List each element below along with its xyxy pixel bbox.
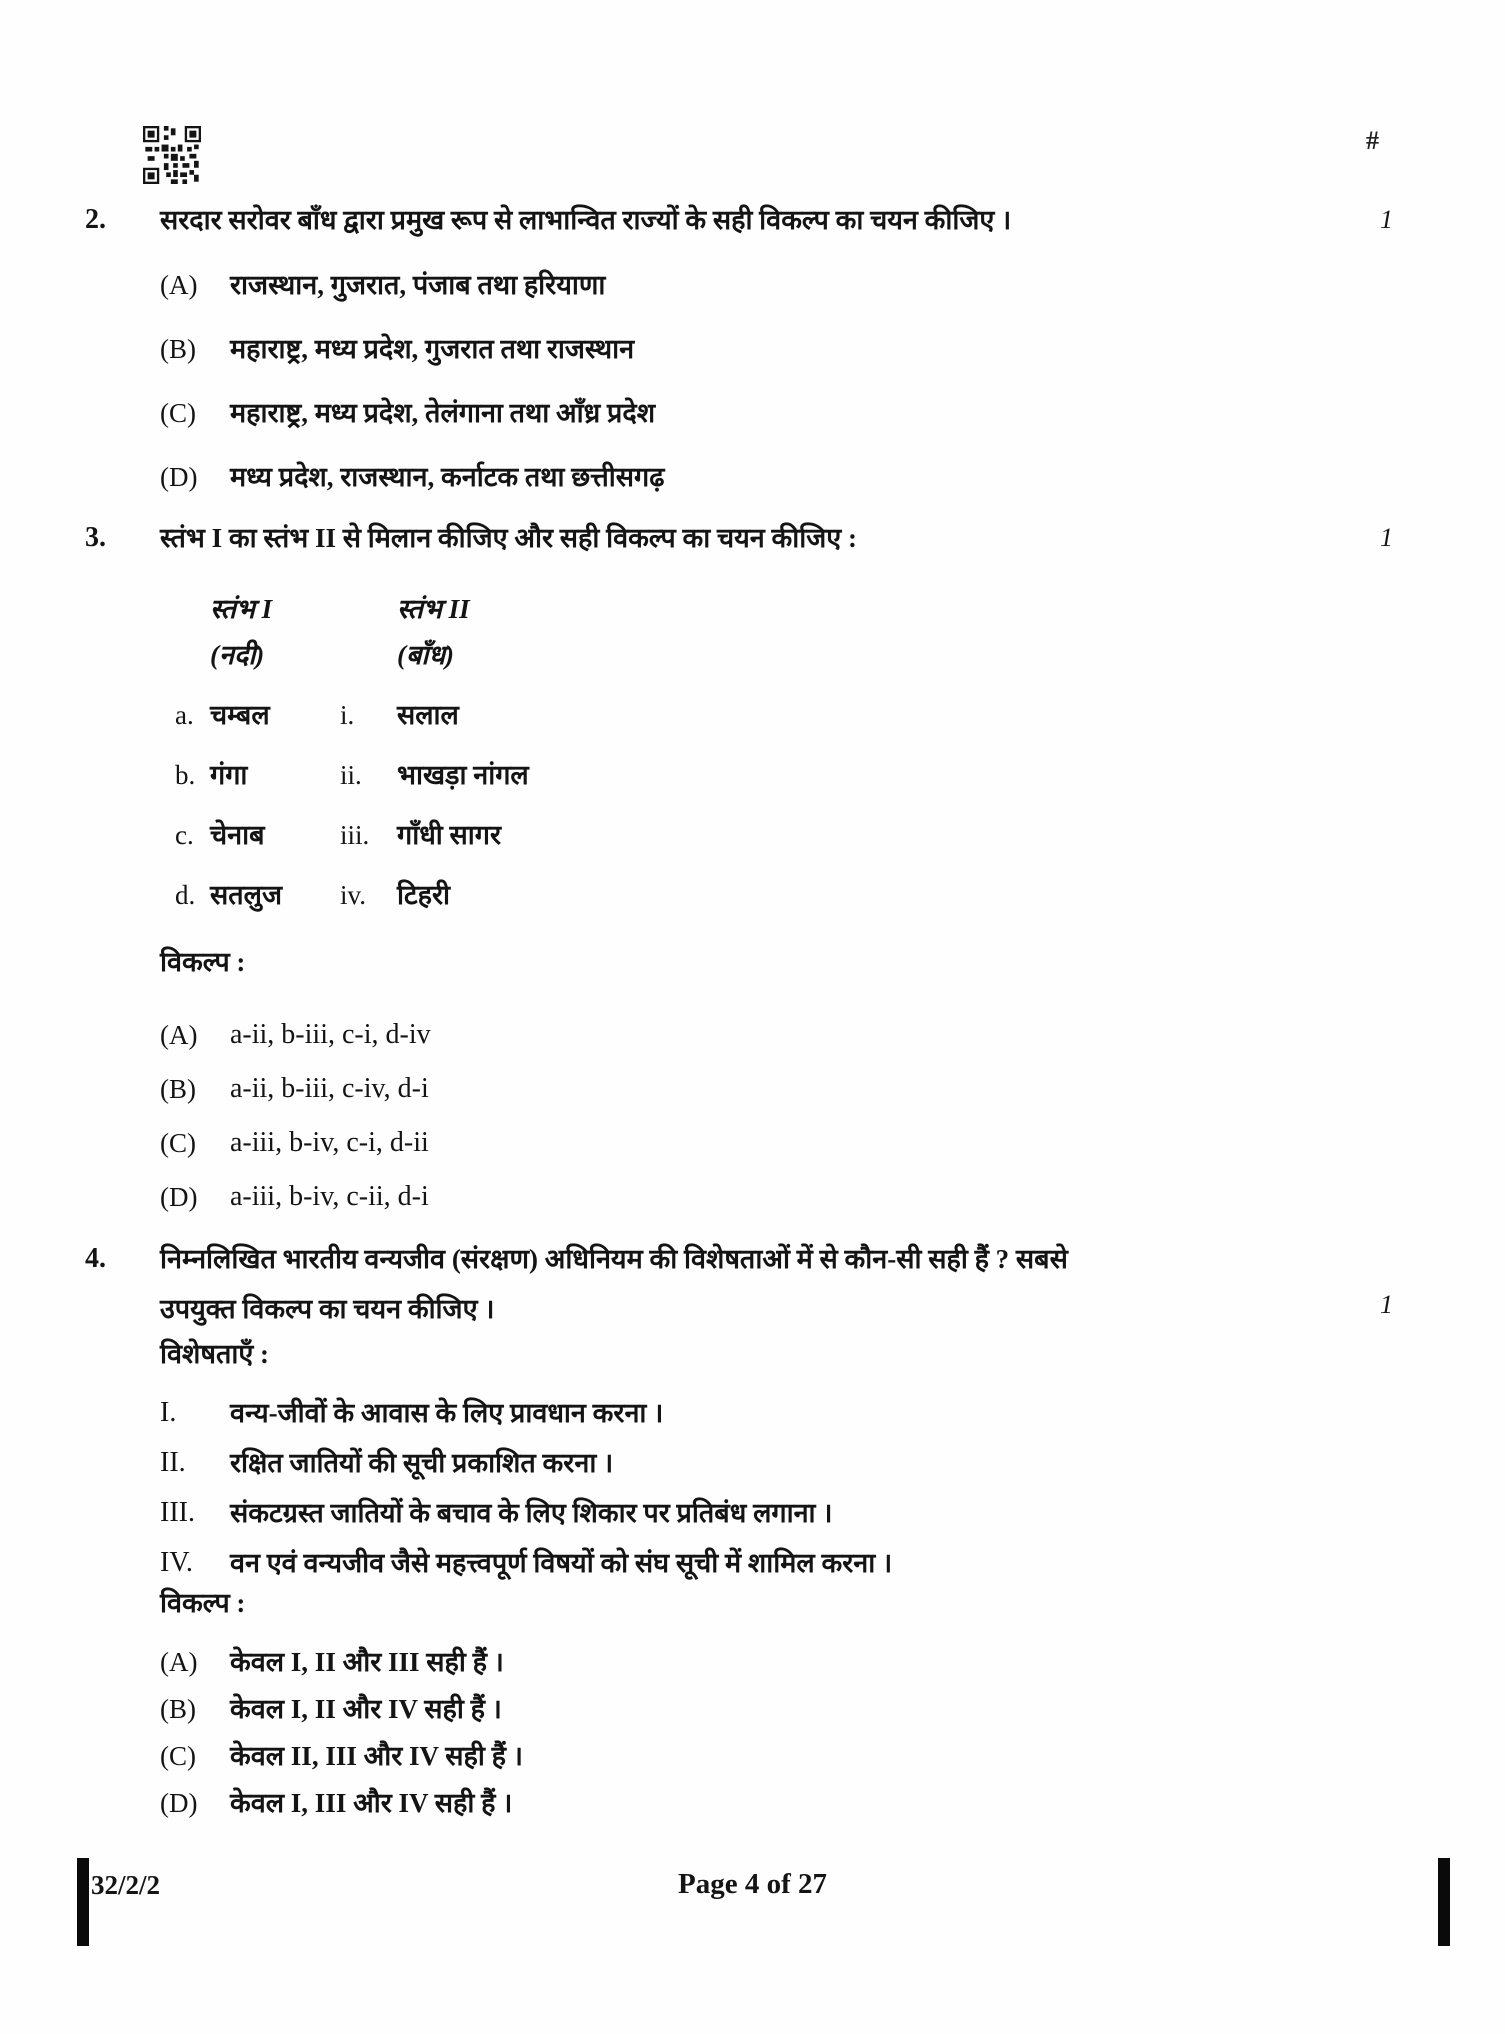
option-text: राजस्थान, गुजरात, पंजाब तथा हरियाणा [230,270,606,300]
option-label: (B) [160,1694,196,1724]
match-row-c [175,812,1505,858]
feature-text: वन एवं वन्यजीव जैसे महत्त्वपूर्ण विषयों को संघ सूची में शामिल करना । [230,1548,893,1578]
river-name: चम्बल [210,700,270,730]
question-3 [0,518,1505,1216]
feature-row-2 [0,1443,1505,1483]
row-roman: i. [340,700,355,730]
question-text: सरदार सरोवर बाँध द्वारा प्रमुख रूप से लाभान्वित राज्यों के सही विकल्प का चयन कीजिए । [160,205,1012,235]
option-label: (D) [160,1788,198,1818]
option-label: (C) [160,1741,196,1771]
river-name: चेनाब [210,820,265,850]
marks-badge: 1 [1380,1290,1393,1319]
option-row-c [0,1737,1505,1775]
option-text: महाराष्ट्र, मध्य प्रदेश, गुजरात तथा राजस्थान [230,334,635,364]
column-2-header: स्तंभ II [397,594,470,624]
option-row-d [0,458,1505,496]
option-label: (B) [160,1074,196,1104]
page-indicator: Page 4 of 27 [678,1868,827,1900]
question-number: 2. [85,204,106,235]
paper-code: 32/2/2 [91,1870,161,1900]
option-row-b [0,1690,1505,1728]
match-row-b [175,752,1505,798]
option-text: महाराष्ट्र, मध्य प्रदेश, तेलंगाना तथा आँध्र प्रदेश [230,398,656,428]
features-heading: विशेषताएँ : [160,1339,270,1369]
match-row-a [175,692,1505,738]
option-label: (A) [160,1647,198,1677]
row-letter: d. [175,880,196,910]
match-header-row [175,586,1505,632]
question-2-line [0,200,1505,240]
option-text: केवल I, II और III सही हैं । [230,1647,504,1677]
option-text: केवल I, III और IV सही हैं । [230,1788,513,1818]
column-2-subheader: (बाँध) [397,640,454,670]
feature-label: II. [160,1447,186,1478]
option-label: (C) [160,1128,196,1158]
dam-name: सलाल [397,700,459,730]
option-row-a [0,1016,1505,1054]
option-row-c [0,1124,1505,1162]
column-1-subheader: (नदी) [210,640,265,670]
question-2 [0,200,1505,496]
qr-code-icon [143,126,201,184]
question-4-line-2 [0,1284,1505,1334]
option-row-d [0,1784,1505,1822]
option-text: a-iii, b-iv, c-i, d-ii [230,1127,429,1158]
option-row-b [0,330,1505,368]
option-label: (C) [160,398,196,428]
option-row-b [0,1070,1505,1108]
option-row-c [0,394,1505,432]
match-subheader-row [175,632,1505,678]
river-name: सतलुज [210,880,282,910]
option-row-a [0,266,1505,304]
marks-badge: 1 [1380,205,1393,234]
question-text-line-2: उपयुक्त विकल्प का चयन कीजिए । [160,1294,495,1324]
option-label: (A) [160,1020,198,1050]
feature-label: IV. [160,1547,193,1578]
options-heading: विकल्प : [160,1588,246,1618]
feature-label: III. [160,1497,195,1528]
options-heading: विकल्प : [160,947,246,977]
feature-text: वन्य-जीवों के आवास के लिए प्रावधान करना । [230,1398,664,1428]
question-text-line-1: निम्नलिखित भारतीय वन्यजीव (संरक्षण) अधिनियम की विशेषताओं में से कौन-सी सही हैं ? सबसे [160,1244,1068,1274]
option-text: मध्य प्रदेश, राजस्थान, कर्नाटक तथा छत्तीसगढ़ [230,462,665,492]
option-text: केवल II, III और IV सही हैं । [230,1741,523,1771]
option-row-a [0,1643,1505,1681]
row-letter: a. [175,700,194,730]
row-roman: iii. [340,820,370,850]
question-text: स्तंभ I का स्तंभ II से मिलान कीजिए और सही विकल्प का चयन कीजिए : [160,523,857,553]
option-text: a-ii, b-iii, c-i, d-iv [230,1019,431,1050]
feature-text: रक्षित जातियों की सूची प्रकाशित करना । [230,1448,614,1478]
row-roman: iv. [340,880,366,910]
match-row-d [175,872,1505,918]
column-1-header: स्तंभ I [210,594,273,624]
dam-name: टिहरी [397,880,450,910]
option-text: केवल I, II और IV सही हैं । [230,1694,502,1724]
question-4 [0,1234,1505,1822]
option-label: (D) [160,462,198,492]
question-3-line [0,518,1505,558]
river-name: गंगा [210,760,248,790]
hash-symbol: # [1366,126,1379,155]
option-text: a-ii, b-iii, c-iv, d-i [230,1073,429,1104]
row-letter: b. [175,760,196,790]
option-text: a-iii, b-iv, c-ii, d-i [230,1181,429,1212]
row-roman: ii. [340,760,362,790]
feature-row-4 [0,1543,1505,1583]
feature-label: I. [160,1397,177,1428]
feature-row-3 [0,1493,1505,1533]
option-label: (D) [160,1182,198,1212]
marks-badge: 1 [1380,523,1393,552]
dam-name: गाँधी सागर [397,820,502,850]
question-number: 3. [85,522,106,553]
question-4-line-1 [0,1234,1505,1284]
question-number: 4. [85,1243,106,1274]
feature-text: संकटग्रस्त जातियों के बचाव के लिए शिकार पर प्रतिबंध लगाना । [230,1498,833,1528]
feature-row-1 [0,1393,1505,1433]
row-letter: c. [175,820,194,850]
option-label: (A) [160,270,198,300]
option-label: (B) [160,334,196,364]
option-row-d [0,1178,1505,1216]
match-table [0,586,1505,918]
dam-name: भाखड़ा नांगल [397,760,529,790]
